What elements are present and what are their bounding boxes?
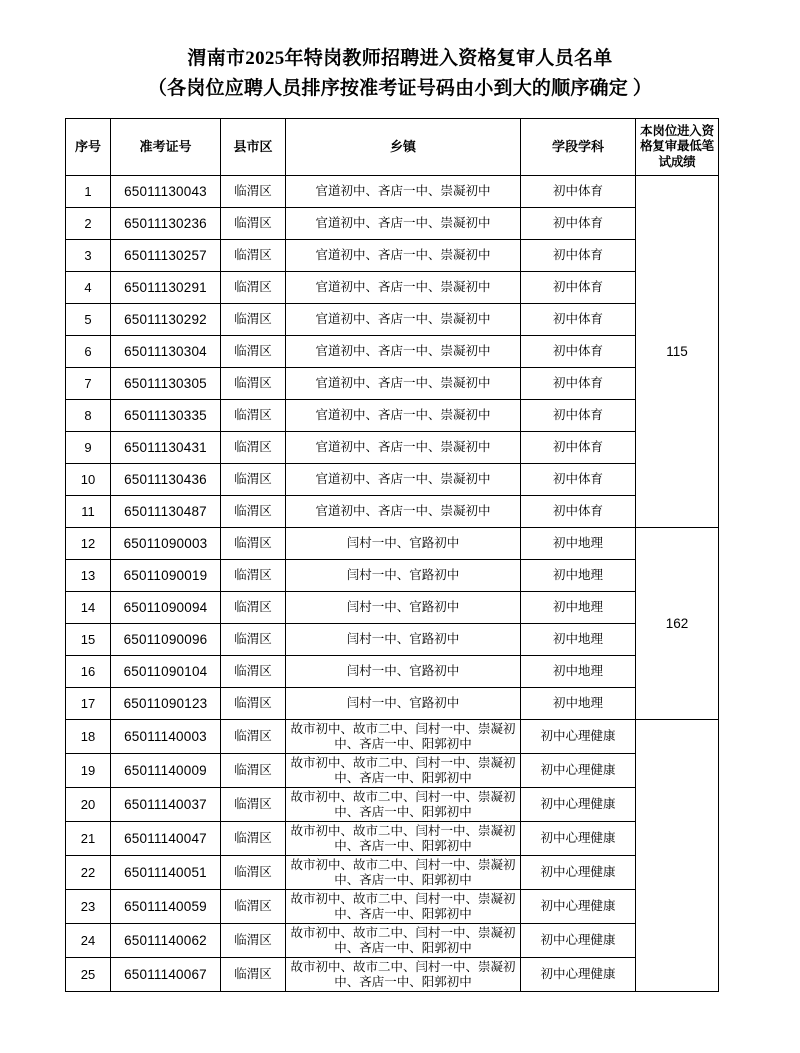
cell-index: 24 bbox=[66, 924, 111, 958]
cell-subject: 初中体育 bbox=[521, 464, 636, 496]
cell-township: 官道初中、吝店一中、崇凝初中 bbox=[286, 208, 521, 240]
cell-township: 官道初中、吝店一中、崇凝初中 bbox=[286, 368, 521, 400]
cell-subject: 初中地理 bbox=[521, 656, 636, 688]
cell-township: 官道初中、吝店一中、崇凝初中 bbox=[286, 496, 521, 528]
cell-index: 15 bbox=[66, 624, 111, 656]
cell-township: 闫村一中、官路初中 bbox=[286, 528, 521, 560]
cell-county: 临渭区 bbox=[221, 336, 286, 368]
cell-index: 14 bbox=[66, 592, 111, 624]
cell-township: 官道初中、吝店一中、崇凝初中 bbox=[286, 176, 521, 208]
cell-county: 临渭区 bbox=[221, 890, 286, 924]
column-header-township: 乡镇 bbox=[286, 119, 521, 176]
cell-index: 13 bbox=[66, 560, 111, 592]
title-line-subtitle: （各岗位应聘人员排序按准考证号码由小到大的顺序确定 ） bbox=[147, 78, 653, 99]
cell-township: 闫村一中、官路初中 bbox=[286, 688, 521, 720]
cell-county: 临渭区 bbox=[221, 464, 286, 496]
cell-ticket-number: 65011130487 bbox=[111, 496, 221, 528]
cell-subject: 初中心理健康 bbox=[521, 924, 636, 958]
column-header-score: 本岗位进入资格复审最低笔试成绩 bbox=[636, 119, 719, 176]
cell-township: 闫村一中、官路初中 bbox=[286, 560, 521, 592]
cell-subject: 初中体育 bbox=[521, 304, 636, 336]
table-row bbox=[66, 464, 719, 496]
cell-township: 故市初中、故市二中、闫村一中、崇凝初中、吝店一中、阳郭初中 bbox=[286, 958, 521, 992]
cell-ticket-number: 65011130335 bbox=[111, 400, 221, 432]
cell-ticket-number: 65011090123 bbox=[111, 688, 221, 720]
cell-county: 临渭区 bbox=[221, 656, 286, 688]
cell-ticket-number: 65011140047 bbox=[111, 822, 221, 856]
cell-index: 12 bbox=[66, 528, 111, 560]
cell-ticket-number: 65011140051 bbox=[111, 856, 221, 890]
cell-county: 临渭区 bbox=[221, 528, 286, 560]
cell-index: 11 bbox=[66, 496, 111, 528]
cell-subject: 初中心理健康 bbox=[521, 856, 636, 890]
table-row bbox=[66, 496, 719, 528]
cell-township: 闫村一中、官路初中 bbox=[286, 592, 521, 624]
cell-subject: 初中体育 bbox=[521, 368, 636, 400]
cell-subject: 初中地理 bbox=[521, 592, 636, 624]
cell-subject: 初中心理健康 bbox=[521, 890, 636, 924]
cell-ticket-number: 65011090003 bbox=[111, 528, 221, 560]
cell-subject: 初中体育 bbox=[521, 496, 636, 528]
cell-subject: 初中心理健康 bbox=[521, 754, 636, 788]
table-row bbox=[66, 720, 719, 754]
header-row bbox=[66, 119, 719, 176]
cell-county: 临渭区 bbox=[221, 624, 286, 656]
cell-subject: 初中地理 bbox=[521, 528, 636, 560]
cell-township: 故市初中、故市二中、闫村一中、崇凝初中、吝店一中、阳郭初中 bbox=[286, 788, 521, 822]
cell-subject: 初中地理 bbox=[521, 624, 636, 656]
cell-index: 3 bbox=[66, 240, 111, 272]
cell-ticket-number: 65011130257 bbox=[111, 240, 221, 272]
table-body bbox=[66, 176, 719, 992]
cell-subject: 初中体育 bbox=[521, 240, 636, 272]
cell-index: 22 bbox=[66, 856, 111, 890]
cell-county: 临渭区 bbox=[221, 368, 286, 400]
cell-ticket-number: 65011130305 bbox=[111, 368, 221, 400]
table-row bbox=[66, 432, 719, 464]
cell-subject: 初中体育 bbox=[521, 176, 636, 208]
table-row bbox=[66, 304, 719, 336]
cell-index: 4 bbox=[66, 272, 111, 304]
table-row bbox=[66, 656, 719, 688]
cell-ticket-number: 65011140067 bbox=[111, 958, 221, 992]
cell-township: 闫村一中、官路初中 bbox=[286, 656, 521, 688]
cell-ticket-number: 65011130436 bbox=[111, 464, 221, 496]
cell-subject: 初中心理健康 bbox=[521, 720, 636, 754]
cell-ticket-number: 65011130043 bbox=[111, 176, 221, 208]
cell-min-score: 115 bbox=[636, 176, 719, 528]
cell-township: 官道初中、吝店一中、崇凝初中 bbox=[286, 272, 521, 304]
cell-index: 2 bbox=[66, 208, 111, 240]
cell-ticket-number: 65011130291 bbox=[111, 272, 221, 304]
cell-index: 17 bbox=[66, 688, 111, 720]
table-row bbox=[66, 272, 719, 304]
cell-index: 18 bbox=[66, 720, 111, 754]
cell-index: 23 bbox=[66, 890, 111, 924]
table-row bbox=[66, 924, 719, 958]
cell-index: 7 bbox=[66, 368, 111, 400]
title-line-primary: 渭南市2025年特岗教师招聘进入资格复审人员名单 bbox=[187, 48, 613, 69]
cell-index: 8 bbox=[66, 400, 111, 432]
column-header-county: 县市区 bbox=[221, 119, 286, 176]
cell-index: 19 bbox=[66, 754, 111, 788]
cell-ticket-number: 65011140059 bbox=[111, 890, 221, 924]
cell-ticket-number: 65011130236 bbox=[111, 208, 221, 240]
cell-subject: 初中体育 bbox=[521, 432, 636, 464]
cell-county: 临渭区 bbox=[221, 176, 286, 208]
cell-ticket-number: 65011140037 bbox=[111, 788, 221, 822]
table-row bbox=[66, 788, 719, 822]
cell-ticket-number: 65011090019 bbox=[111, 560, 221, 592]
cell-ticket-number: 65011140003 bbox=[111, 720, 221, 754]
cell-township: 故市初中、故市二中、闫村一中、崇凝初中、吝店一中、阳郭初中 bbox=[286, 720, 521, 754]
cell-county: 临渭区 bbox=[221, 754, 286, 788]
cell-subject: 初中体育 bbox=[521, 336, 636, 368]
cell-township: 故市初中、故市二中、闫村一中、崇凝初中、吝店一中、阳郭初中 bbox=[286, 822, 521, 856]
column-header-subject: 学段学科 bbox=[521, 119, 636, 176]
cell-subject: 初中心理健康 bbox=[521, 822, 636, 856]
cell-county: 临渭区 bbox=[221, 304, 286, 336]
cell-ticket-number: 65011130304 bbox=[111, 336, 221, 368]
cell-index: 20 bbox=[66, 788, 111, 822]
cell-index: 25 bbox=[66, 958, 111, 992]
cell-subject: 初中体育 bbox=[521, 208, 636, 240]
cell-county: 临渭区 bbox=[221, 592, 286, 624]
cell-county: 临渭区 bbox=[221, 856, 286, 890]
cell-township: 官道初中、吝店一中、崇凝初中 bbox=[286, 400, 521, 432]
cell-ticket-number: 65011140062 bbox=[111, 924, 221, 958]
table-row bbox=[66, 754, 719, 788]
table-row bbox=[66, 208, 719, 240]
cell-township: 故市初中、故市二中、闫村一中、崇凝初中、吝店一中、阳郭初中 bbox=[286, 890, 521, 924]
cell-county: 临渭区 bbox=[221, 720, 286, 754]
cell-township: 故市初中、故市二中、闫村一中、崇凝初中、吝店一中、阳郭初中 bbox=[286, 754, 521, 788]
cell-ticket-number: 65011090094 bbox=[111, 592, 221, 624]
cell-ticket-number: 65011130431 bbox=[111, 432, 221, 464]
table-row bbox=[66, 336, 719, 368]
cell-township: 官道初中、吝店一中、崇凝初中 bbox=[286, 304, 521, 336]
table-row bbox=[66, 688, 719, 720]
cell-county: 临渭区 bbox=[221, 240, 286, 272]
cell-index: 21 bbox=[66, 822, 111, 856]
cell-subject: 初中地理 bbox=[521, 560, 636, 592]
table-row bbox=[66, 176, 719, 208]
cell-county: 临渭区 bbox=[221, 432, 286, 464]
cell-index: 5 bbox=[66, 304, 111, 336]
cell-township: 故市初中、故市二中、闫村一中、崇凝初中、吝店一中、阳郭初中 bbox=[286, 924, 521, 958]
cell-township: 官道初中、吝店一中、崇凝初中 bbox=[286, 464, 521, 496]
column-header-index: 序号 bbox=[66, 119, 111, 176]
cell-county: 临渭区 bbox=[221, 924, 286, 958]
cell-subject: 初中心理健康 bbox=[521, 788, 636, 822]
table-row bbox=[66, 890, 719, 924]
cell-ticket-number: 65011090104 bbox=[111, 656, 221, 688]
table-row bbox=[66, 592, 719, 624]
cell-township: 闫村一中、官路初中 bbox=[286, 624, 521, 656]
cell-index: 1 bbox=[66, 176, 111, 208]
cell-township: 官道初中、吝店一中、崇凝初中 bbox=[286, 432, 521, 464]
cell-county: 临渭区 bbox=[221, 958, 286, 992]
table-row bbox=[66, 560, 719, 592]
table-header bbox=[66, 119, 719, 176]
cell-index: 9 bbox=[66, 432, 111, 464]
table-row bbox=[66, 400, 719, 432]
cell-county: 临渭区 bbox=[221, 400, 286, 432]
document-title bbox=[70, 0, 730, 104]
roster-table bbox=[65, 118, 719, 992]
cell-index: 6 bbox=[66, 336, 111, 368]
cell-county: 临渭区 bbox=[221, 788, 286, 822]
cell-subject: 初中体育 bbox=[521, 272, 636, 304]
table-row bbox=[66, 368, 719, 400]
cell-subject: 初中心理健康 bbox=[521, 958, 636, 992]
cell-subject: 初中体育 bbox=[521, 400, 636, 432]
cell-min-score: 162 bbox=[636, 528, 719, 720]
cell-township: 官道初中、吝店一中、崇凝初中 bbox=[286, 240, 521, 272]
cell-subject: 初中地理 bbox=[521, 688, 636, 720]
cell-ticket-number: 65011090096 bbox=[111, 624, 221, 656]
cell-township: 故市初中、故市二中、闫村一中、崇凝初中、吝店一中、阳郭初中 bbox=[286, 856, 521, 890]
cell-ticket-number: 65011140009 bbox=[111, 754, 221, 788]
cell-county: 临渭区 bbox=[221, 688, 286, 720]
table-row bbox=[66, 958, 719, 992]
cell-min-score bbox=[636, 720, 719, 992]
table-row bbox=[66, 528, 719, 560]
cell-index: 10 bbox=[66, 464, 111, 496]
cell-county: 临渭区 bbox=[221, 272, 286, 304]
table-row bbox=[66, 856, 719, 890]
cell-county: 临渭区 bbox=[221, 496, 286, 528]
cell-county: 临渭区 bbox=[221, 822, 286, 856]
cell-county: 临渭区 bbox=[221, 208, 286, 240]
cell-ticket-number: 65011130292 bbox=[111, 304, 221, 336]
cell-county: 临渭区 bbox=[221, 560, 286, 592]
roster-table-container bbox=[65, 118, 718, 992]
table-row bbox=[66, 240, 719, 272]
cell-index: 16 bbox=[66, 656, 111, 688]
column-header-ticket: 准考证号 bbox=[111, 119, 221, 176]
table-row bbox=[66, 624, 719, 656]
cell-township: 官道初中、吝店一中、崇凝初中 bbox=[286, 336, 521, 368]
table-row bbox=[66, 822, 719, 856]
